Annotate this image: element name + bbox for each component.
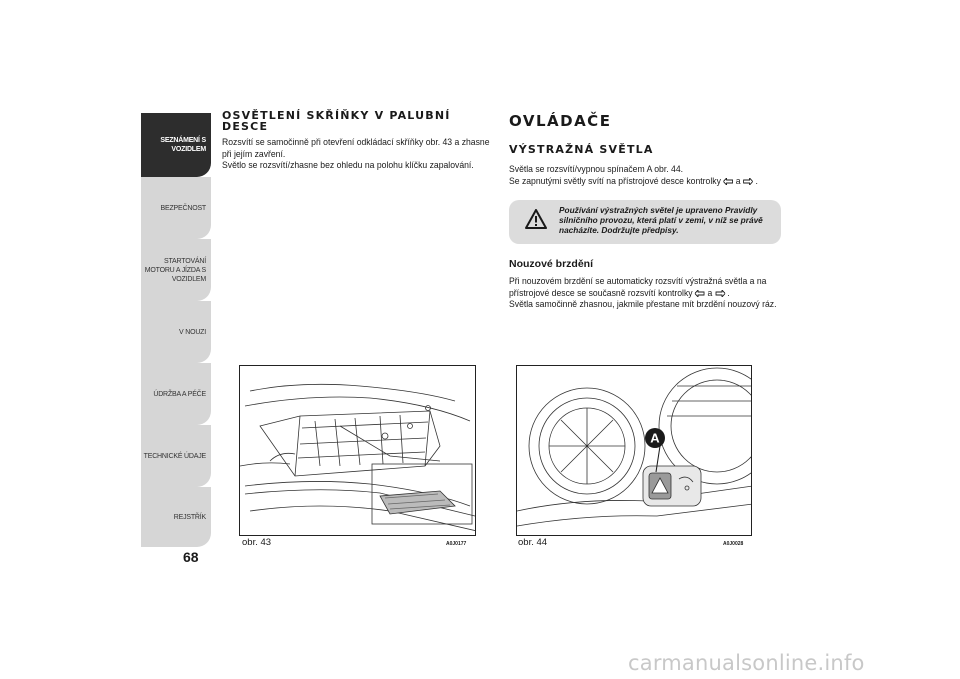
tab-rejstrik[interactable]: REJSTŘÍK [141,487,211,547]
hazard-text-2: Se zapnutými světly svítí na přístrojové desce kontrolky a . [509,174,758,186]
emergency-braking-text-2: Světla samočinně zhasnou, jakmile přestane mít brzdění nouzový ráz. [509,298,777,309]
emergency-braking-heading: Nouzové brzdění [509,258,594,270]
right-turn-indicator-icon [743,178,753,185]
figure-43-code: A0J0177 [446,541,467,547]
figure-44-hazard-switch [516,365,752,536]
right-column [509,110,784,310]
left-turn-indicator-icon [723,178,733,185]
warning-triangle-icon [525,209,547,229]
warning-box [509,200,781,244]
page-number: 68 [183,549,199,565]
glovebox-illustration [240,366,476,536]
emergency-braking-text-1: Při nouzovém brzdění se automaticky rozsvítí výstražná světla a na přístrojové desce se současně rozsvítí kontrolky a . [509,275,767,298]
glovebox-light-heading: OSVĚTLENÍ SKŘÍŇKY V PALUBNÍ DESCE [222,109,451,133]
callout-a-label: A [650,430,660,446]
glovebox-light-text-1: Rozsvítí se samočinně při otevření odkládací skříňky obr. 43 a zhasne při jejím zavření. [222,136,490,159]
left-column [222,110,492,171]
tab-technicke-udaje[interactable]: TECHNICKÉ ÚDAJE [141,425,211,487]
glovebox-light-text-2: Světlo se rozsvítí/zhasne bez ohledu na polohu klíčku zapalování. [222,159,474,170]
figure-43-caption: obr. 43 [242,537,272,548]
figure-43-glovebox [239,365,476,536]
tab-bezpecnost[interactable]: BEZPEČNOST [141,177,211,239]
tab-udrzba-a-pece[interactable]: ÚDRŽBA A PÉČE [141,363,211,425]
figure-44-caption: obr. 44 [518,537,548,548]
left-turn-indicator-icon [695,290,705,297]
hazard-text-1: Světla se rozsvítí/vypnou spínačem A obr. 44. [509,163,684,174]
hazard-switch-illustration [517,366,752,536]
warning-text: Používání výstražných světel je upraveno Pravidly silničního provozu, která platí v zemi, v níž se právě nacházíte. Dodržujte předpisy. [559,205,763,235]
tab-seznameni-s-vozidlem[interactable]: SEZNÁMENÍ S VOZIDLEM [141,113,211,177]
tab-startovani[interactable]: STARTOVÁNÍ MOTORU A JÍZDA S VOZIDLEM [141,239,211,301]
right-turn-indicator-icon [715,290,725,297]
hazard-lights-heading: VÝSTRAŽNÁ SVĚTLA [509,143,654,156]
figure-44-code: A0J0028 [723,541,744,547]
watermark-text: carmanualsonline.info [628,651,865,675]
tab-v-nouzi[interactable]: V NOUZI [141,301,211,363]
section-title: OVLÁDAČE [509,112,612,130]
